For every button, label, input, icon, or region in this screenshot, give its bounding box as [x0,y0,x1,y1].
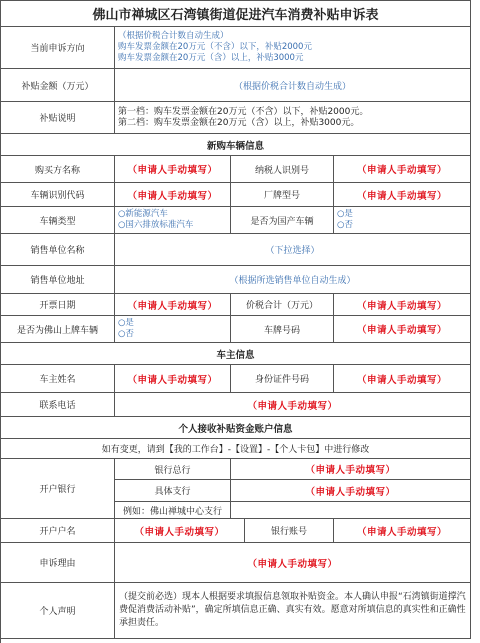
subsidy-note-row [1,102,471,134]
domestic-radio-no[interactable]: ○否 [337,220,353,230]
declaration-label: 个人声明 [1,583,115,638]
phone-label: 联系电话 [1,393,115,416]
id-no-label: 身份证件号码 [231,365,334,392]
appeal-direction-line: 购车发票金额在20万元（含）以上，补贴3000元 [118,53,304,63]
taxpayer-id-label: 纳税人识别号 [231,156,334,182]
seller-name-select[interactable]: （下拉选择） [115,234,471,265]
bank-head-input[interactable]: （申请人手动填写） [231,459,471,479]
price-total-label: 价税合计（万元） [231,294,334,315]
seller-address-label: 销售单位地址 [1,266,115,293]
foshan-plate-radio-yes[interactable]: ○是 [118,318,134,328]
subsidy-note-line: 第二档：购车发票金额在20万元（含）以上，补贴3000元。 [118,117,360,128]
appeal-direction-label: 当前申诉方向 [1,27,115,68]
section-account-header: 个人接收补贴资金账户信息 [1,417,471,438]
domestic-options [334,207,471,233]
vehicle-type-options [115,207,231,233]
owner-row [1,365,471,393]
buyer-name-label: 购买方名称 [1,156,115,182]
buyer-row [1,156,471,183]
seller-name-row [1,234,471,266]
appeal-direction-row [1,27,471,69]
section-account-row [1,417,471,439]
vin-input[interactable]: （申请人手动填写） [115,183,231,206]
bank-example-row [115,502,471,519]
bank-example-empty [231,502,471,518]
bank-head-row [115,459,471,480]
reason-row [1,543,471,583]
account-notice: 如有变更，请到【我的工作台】-【设置】-【个人卡包】中进行修改 [1,439,471,458]
bank-label: 开户银行 [1,459,115,518]
invoice-row [1,294,471,316]
subsidy-amount-value: （根据价税合计数自动生成） [115,69,471,101]
buyer-name-input[interactable]: （申请人手动填写） [115,156,231,182]
vehicle-type-radio-nev[interactable]: ○新能源汽车 [118,209,168,219]
vin-label: 车辆识别代码 [1,183,115,206]
reason-label: 申诉理由 [1,543,115,582]
subsidy-note-label: 补贴说明 [1,102,115,133]
declaration-text[interactable]: （提交前必选）现本人根据要求填报信息领取补贴资金。本人确认申报“石湾镇街道撑汽费促消费活动补贴”，确定所填信息正确、真实有效。愿意对所填信息的真实性和正确性承担责任。 [115,583,471,638]
invoice-date-input[interactable]: （申请人手动填写） [115,294,231,315]
form-title-row [1,0,471,27]
form-title: 佛山市禅城区石湾镇街道促进汽车消费补贴申诉表 [1,1,471,26]
section-vehicle-header: 新购车辆信息 [1,134,471,155]
vin-row [1,183,471,207]
phone-input[interactable]: （申请人手动填写） [115,393,471,416]
domestic-radio-yes[interactable]: ○是 [337,209,353,219]
section-owner-header: 车主信息 [1,343,471,364]
owner-name-label: 车主姓名 [1,365,115,392]
vehicle-type-label: 车辆类型 [1,207,115,233]
phone-row [1,393,471,417]
bank-branch-row [115,480,471,502]
declaration-row [1,583,471,639]
taxpayer-id-input[interactable]: （申请人手动填写） [334,156,471,182]
foshan-plate-options [115,316,231,342]
account-name-label: 开户户名 [1,519,115,542]
subsidy-amount-row [1,69,471,102]
vehicle-type-radio-guo6[interactable]: ○国六排放标准汽车 [118,220,194,230]
foshan-plate-label: 是否为佛山上牌车辆 [1,316,115,342]
model-input[interactable]: （申请人手动填写） [334,183,471,206]
seller-address-row [1,266,471,294]
appeal-direction-line: 购车发票金额在20万元（不含）以下，补贴2000元 [118,42,312,52]
model-label: 厂牌型号 [231,183,334,206]
owner-name-input[interactable]: （申请人手动填写） [115,365,231,392]
section-vehicle-row [1,134,471,156]
section-owner-row [1,343,471,365]
invoice-date-label: 开票日期 [1,294,115,315]
account-name-input[interactable]: （申请人手动填写） [115,519,245,542]
plate-no-label: 车牌号码 [231,316,334,342]
account-no-input[interactable]: （申请人手动填写） [334,519,471,542]
foshan-plate-radio-no[interactable]: ○否 [118,329,134,339]
vehicle-type-row [1,207,471,234]
subsidy-amount-label: 补贴金额（万元） [1,69,115,101]
price-total-input[interactable]: （申请人手动填写） [334,294,471,315]
account-no-label: 银行账号 [245,519,334,542]
seller-address-value: （根据所选销售单位自动生成） [115,266,471,293]
account-row [1,519,471,543]
subsidy-note-line: 第一档：购车发票金额在20万元（不含）以下，补贴2000元。 [118,106,369,117]
bank-head-label: 银行总行 [115,459,231,479]
appeal-direction-value [115,27,471,68]
appeal-direction-line: （根据价税合计数自动生成） [118,31,229,41]
account-notice-row [1,439,471,459]
subsidy-note-value [115,102,471,133]
domestic-label: 是否为国产车辆 [231,207,334,233]
seller-name-label: 销售单位名称 [1,234,115,265]
plate-row [1,316,471,343]
bank-example: 例如：佛山禅城中心支行 [115,502,231,518]
bank-branch-label: 具体支行 [115,480,231,501]
reason-input[interactable]: （申请人手动填写） [115,543,471,582]
bank-branch-input[interactable]: （申请人手动填写） [231,480,471,501]
plate-no-input[interactable]: （申请人手动填写） [334,316,471,342]
id-no-input[interactable]: （申请人手动填写） [334,365,471,392]
